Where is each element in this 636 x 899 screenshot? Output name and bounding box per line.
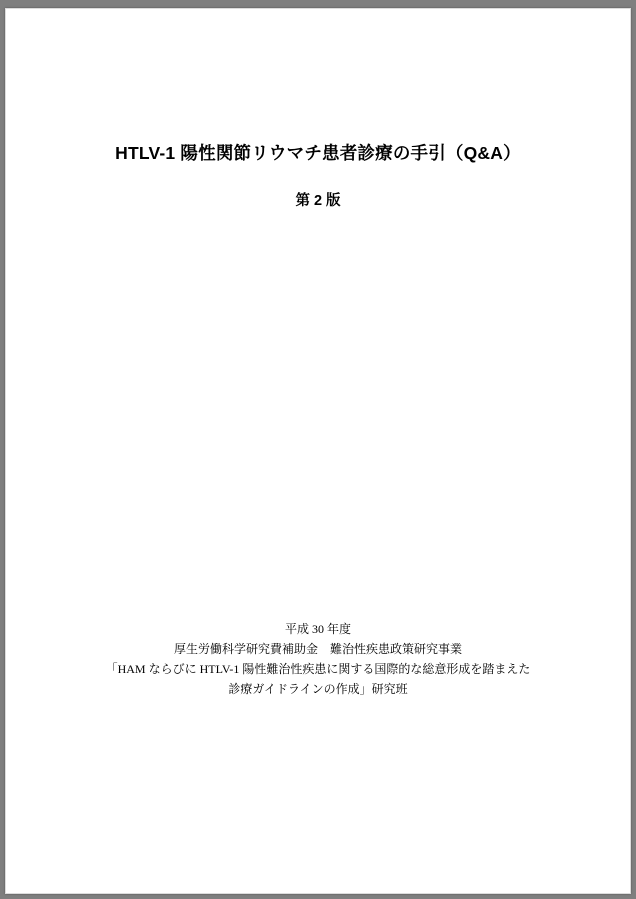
funding-program: 厚生労働科学研究費補助金 難治性疾患政策研究事業 (173, 642, 462, 656)
research-group-line-1: 「HAM ならびに HTLV-1 陽性難治性疾患に関する国際的な総意形成を踏まえた (105, 662, 531, 676)
page-title: HTLV-1 陽性関節リウマチ患者診療の手引（Q&A） (115, 143, 521, 163)
document-page (5, 8, 631, 894)
title-block (6, 142, 630, 210)
publication-info (6, 619, 630, 699)
edition-label: 第 2 版 (295, 192, 341, 209)
publication-year: 平成 30 年度 (284, 622, 351, 636)
research-group-line-2: 診療ガイドラインの作成」研究班 (228, 682, 408, 696)
